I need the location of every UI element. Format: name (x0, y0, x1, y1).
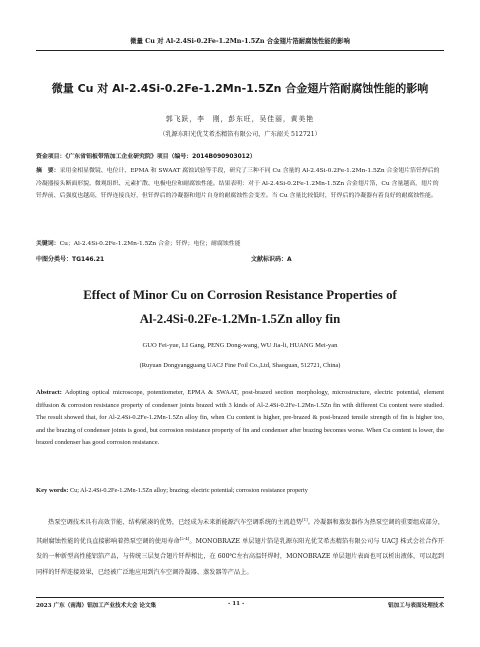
chinese-abstract (36, 165, 444, 203)
body-text-1: 热泵空调技术具有高效节能、结构紧凑的优势，已经成为未来新能源汽车空调系统的主流趋势 (48, 519, 303, 527)
footer-proceedings: 2023 广东（南海）铝加工产业技术大会 论文集 (36, 603, 157, 609)
english-abstract-label: Abstract: (36, 389, 62, 396)
chinese-keywords-text: Cu；Al-2.4Si-0.2Fe-1.2Mn-1.5Zn 合金；钎焊；电位；耐腐蚀性能 (59, 241, 241, 247)
clc-label: 中图分类号： (36, 256, 73, 263)
doc-code-label: 文献标识码： (251, 256, 288, 263)
doc-code-value: A (287, 256, 292, 263)
header-rule (36, 50, 444, 51)
body-text-3: 。MONOBRAZE 单层翅片箔是乳源东阳光优艾希杰精箔有限公司与 UACJ 株式会社合作开发的一种新型高性能铝箔产品，与传统三层复合翅片钎焊相比，在 600℃左右高温钎焊时，MONOBRAZE 单层翅片表面也可以析出液体，可以起到同样的钎焊连接效果，已经被广泛地应用到汽车空调冷凝器、蒸发器等产品上。 (36, 537, 444, 576)
funding-text: 《广东省铝板带箔加工企业研究院》项目（编号：2014B090903012） (65, 154, 256, 160)
english-abstract-text: Adopting optical microscope, potentiometer, EPMA & SWAAT, post-brazed section morphology, microstructure, electric potential, element diffusion & corrosion resistance property of condenser joints brazed with 3 kinds of Al-2.4Si-0.2Fe-1.2Mn-1.5Zn fin with different Cu content were studied. The result showed that, for Al-2.4Si-0.2Fe-1.2Mn-1.5Zn alloy fin, when Cu content is higher, pre-brazed & post-brazed tensile strength of fin is higher too, and the brazing of condenser joints is good, but corrosion resistance property of fin and condenser after brazing becomes worse. When Cu content is lower, the brazed condenser has good corrosion resistance. (36, 389, 444, 447)
body-paragraph (36, 512, 444, 580)
english-authors: GUO Fei-yue, LI Gang, PENG Dong-wang, WU Jia-li, HUANG Mei-yan (142, 342, 338, 349)
english-affiliation: (Ruyuan Dongyangguang UACJ Fine Foil Co.,Ltd, Shaoguan, 512721, China) (139, 362, 341, 369)
body-text-2: 。冷凝器和蒸发器作为热泵空调的重要组成部分，其耐腐蚀性能的优良直接影响着热泵空调的使用寿命 (36, 519, 445, 545)
english-abstract (36, 387, 444, 450)
chinese-affiliation: （乳源东阳光优艾希杰精箔有限公司，广东韶关 512721） (159, 131, 321, 138)
citation-1: [1] (302, 517, 308, 522)
chinese-abstract-label: 摘 要： (36, 168, 60, 174)
english-title-line-1: Effect of Minor Cu on Corrosion Resistance Properties of (83, 288, 397, 302)
chinese-title: 微量 Cu 对 Al-2.4Si-0.2Fe-1.2Mn-1.5Zn 合金翅片箔耐腐蚀性能的影响 (51, 82, 429, 95)
chinese-authors: 郭飞跃，李 刚，彭东旺，吴佳丽，黄美艳 (165, 115, 315, 123)
chinese-abstract-text: 采用金相显微镜、电位计、EPMA 和 SWAAT 腐蚀试验等手段，研究了三种不同 Cu 含量的 Al-2.4Si-0.2Fe-1.2Mn-1.5Zn 合金翅片箔钎焊后的冷凝器接头断面形貌、微观组织、元素扩散、电极电位和耐腐蚀性能。结果表明：对于 Al-2.4Si-0.2Fe-1.2Mn-1.5Zn 合金翅片箔，Cu 含量越高，翅片的钎焊前、后强度也越高，钎焊连接良好，但钎焊后的冷凝器和翅片自身的耐腐蚀性会变差。当 Cu 含量比较低时，钎焊后的冷凝器有着良好的耐腐蚀性能。 (36, 168, 440, 200)
classification-row (36, 254, 444, 263)
english-keywords (36, 487, 444, 494)
running-header: 微量 Cu 对 Al-2.4Si-0.2Fe-1.2Mn-1.5Zn 合金翅片箔耐腐蚀性能的影响 (130, 37, 350, 45)
english-keywords-text: Cu; Al-2.4Si-0.2Fe-1.2Mn-1.5Zn alloy; brazing; electric potential; corrosion resistance property (69, 487, 308, 494)
page-number: - 11 - (228, 601, 245, 607)
footer-section: 铝加工与表面处理技术 (388, 603, 444, 609)
funding-label: 资金项目： (36, 154, 66, 160)
funding-line (36, 151, 444, 164)
document-code (251, 254, 292, 263)
english-keywords-label: Key words: (36, 487, 69, 494)
chinese-keywords-label: 关键词： (36, 241, 60, 247)
chinese-keywords (36, 238, 444, 251)
body-text (36, 512, 444, 580)
footer-rule (36, 597, 444, 598)
citation-2: [2-4] (179, 535, 190, 541)
clc-value: TG146.21 (72, 256, 105, 263)
english-title-line-2: Al-2.4Si-0.2Fe-1.2Mn-1.5Zn alloy fin (139, 312, 341, 326)
